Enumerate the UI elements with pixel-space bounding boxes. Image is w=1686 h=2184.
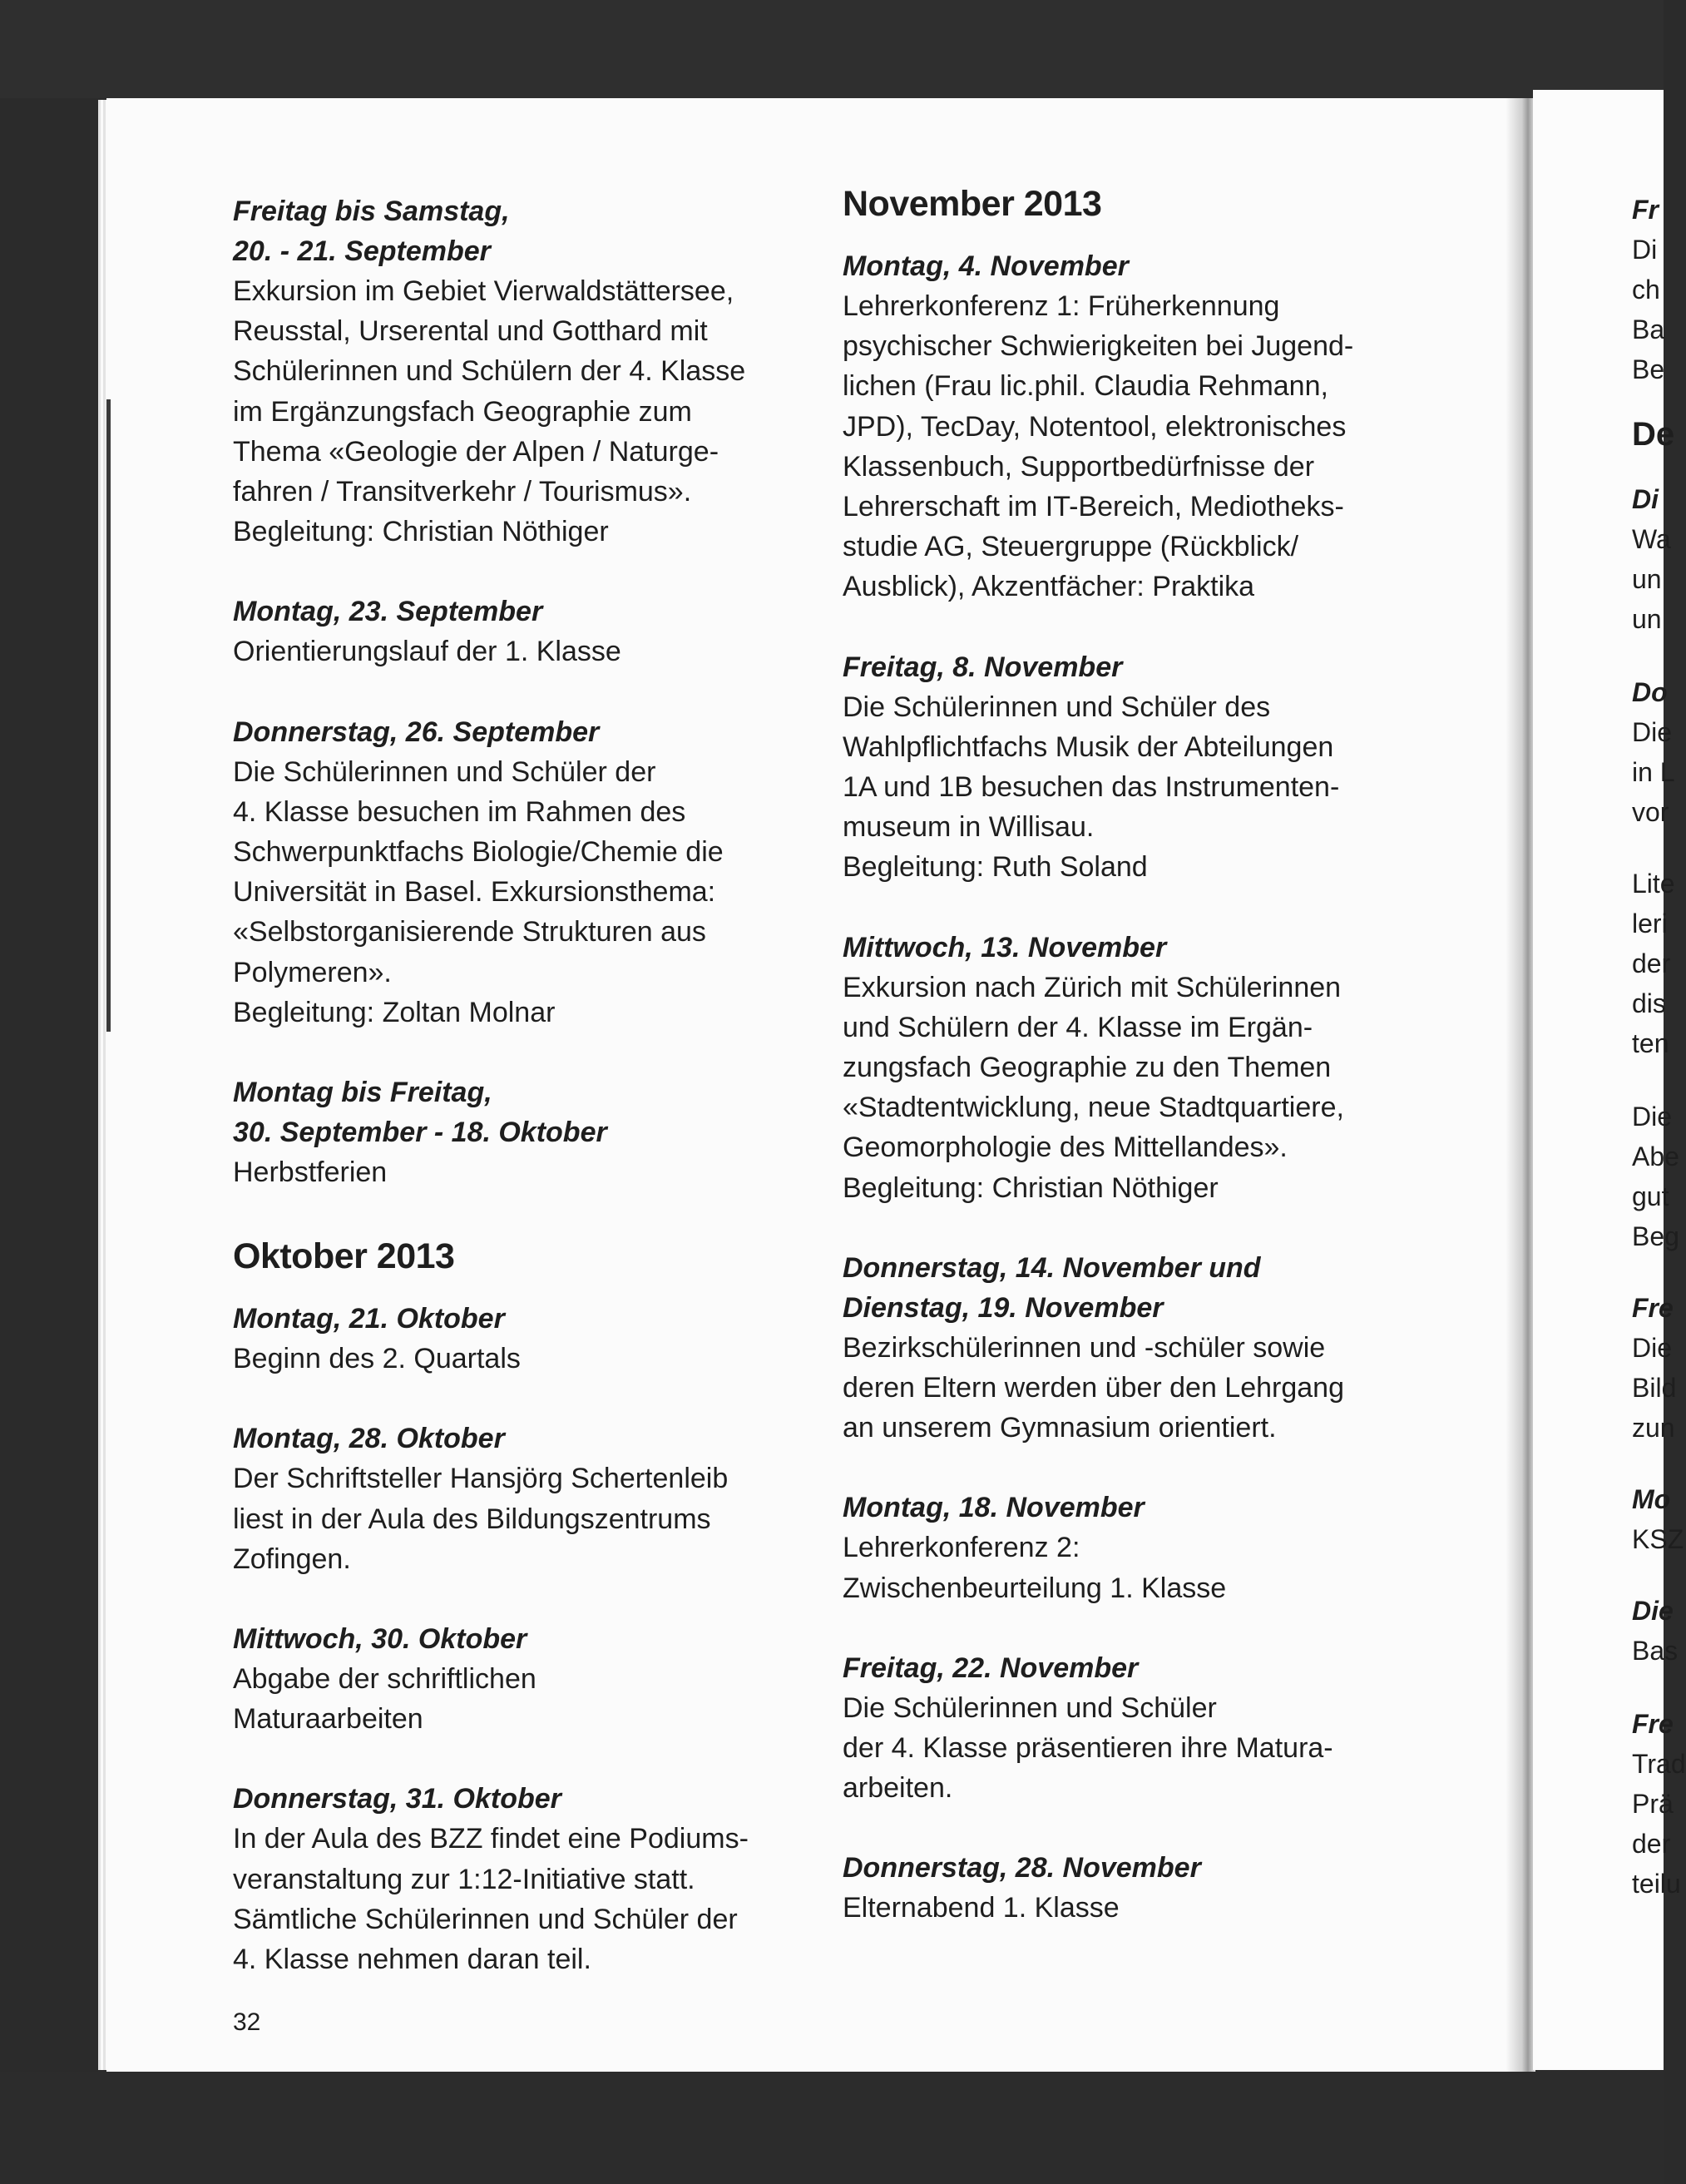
- facing-page-fragment: Die: [1632, 717, 1673, 747]
- entry-text-line: 1A und 1B besuchen das Instrumenten-: [843, 771, 1340, 804]
- entry-text-line: Schwerpunktfachs Biologie/Chemie die: [233, 836, 724, 869]
- entry-date: Mittwoch, 13. November: [843, 931, 1167, 963]
- entry-text-line: Die Schülerinnen und Schüler: [843, 1691, 1217, 1724]
- entry-text-line: Die Schülerinnen und Schüler des: [843, 691, 1271, 723]
- facing-page-fragment: Lite: [1632, 869, 1675, 899]
- entry-text-line: Reusstal, Urserental und Gotthard mit: [233, 315, 708, 348]
- entry-text-line: Orientierungslauf der 1. Klasse: [233, 636, 621, 668]
- entry-text-line: «Selbstorganisierende Strukturen aus: [233, 916, 706, 948]
- entry-text-line: Thema «Geologie der Alpen / Naturge-: [233, 435, 719, 468]
- facing-page-fragment: Trad: [1632, 1749, 1686, 1779]
- entry-date: Donnerstag, 26. September: [233, 716, 600, 748]
- facing-page-fragment: Prä: [1632, 1789, 1674, 1819]
- facing-page-fragment: Bas: [1632, 1636, 1679, 1666]
- entry-text-line: Elternabend 1. Klasse: [843, 1892, 1120, 1924]
- facing-page-fragment: Beg: [1632, 1221, 1679, 1251]
- entry-text-line: psychischer Schwierigkeiten bei Jugend-: [843, 330, 1354, 363]
- entry-text-line: Polymeren».: [233, 956, 392, 988]
- facing-page-fragment: gut: [1632, 1181, 1669, 1211]
- facing-page-fragment: teilu: [1632, 1869, 1681, 1899]
- entry-text-line: 4. Klasse besuchen im Rahmen des: [233, 795, 686, 828]
- page-edge-mark: [106, 399, 111, 1032]
- facing-page-fragment: leri: [1632, 909, 1668, 938]
- entry-text-line: Geomorphologie des Mittellandes».: [843, 1132, 1288, 1164]
- calendar-entry: [233, 1419, 799, 1579]
- entry-text-line: veranstaltung zur 1:12-Initiative statt.: [233, 1863, 695, 1895]
- facing-page-fragment: un: [1632, 564, 1662, 594]
- scan-background-bottom: [0, 2072, 1664, 2184]
- month-title-november: November 2013: [843, 184, 1102, 224]
- facing-page-fragment: Di: [1632, 235, 1658, 265]
- entry-text-line: Der Schriftsteller Hansjörg Schertenleib: [233, 1463, 729, 1495]
- calendar-entry: [843, 1648, 1408, 1809]
- entry-text-line: Maturaarbeiten: [233, 1703, 423, 1736]
- entry-text-line: Exkursion im Gebiet Vierwaldstättersee,: [233, 275, 734, 307]
- entry-text-line: Schülerinnen und Schülern der 4. Klasse: [233, 355, 746, 388]
- entry-text-line: Begleitung: Zoltan Molnar: [233, 996, 556, 1028]
- entry-text-line: Beginn des 2. Quartals: [233, 1343, 521, 1375]
- book-gutter: [1506, 98, 1535, 2072]
- facing-page-fragment: Die: [1632, 1333, 1673, 1363]
- entry-text-line: zungsfach Geographie zu den Themen: [843, 1052, 1332, 1084]
- entry-text-line: Lehrerkonferenz 2:: [843, 1532, 1080, 1564]
- entry-text-line: Zwischenbeurteilung 1. Klasse: [843, 1572, 1227, 1604]
- entry-text-line: JPD), TecDay, Notentool, elektronisches: [843, 410, 1347, 443]
- entry-text-line: studie AG, Steuergruppe (Rückblick/: [843, 531, 1299, 563]
- left-entries: [233, 191, 799, 1192]
- right-column: [843, 180, 1408, 1969]
- facing-page-fragment: Di: [1632, 484, 1659, 514]
- facing-page-fragment: Fr: [1632, 195, 1659, 225]
- entry-text-line: der 4. Klasse präsentieren ihre Matura-: [843, 1732, 1333, 1765]
- facing-page-fragment: Bild: [1632, 1373, 1677, 1403]
- facing-page-fragment: der: [1632, 948, 1671, 978]
- entry-date: Donnerstag, 31. Oktober: [233, 1783, 561, 1815]
- facing-page-fragment: Be: [1632, 354, 1665, 384]
- facing-page-fragment: Ba: [1632, 314, 1665, 344]
- entry-text-line: Bezirkschülerinnen und -schüler sowie: [843, 1331, 1326, 1364]
- facing-page-fragment: Die: [1632, 1102, 1673, 1132]
- entry-date: Dienstag, 19. November: [843, 1291, 1164, 1324]
- calendar-entry: [233, 191, 799, 552]
- calendar-entry: [843, 647, 1408, 888]
- entry-text-line: Die Schülerinnen und Schüler der: [233, 755, 656, 788]
- entry-date: Freitag, 22. November: [843, 1652, 1139, 1684]
- facing-page-fragment: De: [1632, 416, 1675, 453]
- calendar-entry: [233, 592, 799, 671]
- calendar-entry: [843, 928, 1408, 1208]
- facing-page-fragment: Abe: [1632, 1142, 1679, 1171]
- entry-text-line: Klassenbuch, Supportbedürfnisse der: [843, 450, 1315, 483]
- scan-background-top: [0, 0, 1664, 98]
- entry-text-line: Begleitung: Ruth Soland: [843, 851, 1148, 884]
- entry-text-line: Ausblick), Akzentfächer: Praktika: [843, 571, 1255, 603]
- calendar-entry: [843, 1488, 1408, 1607]
- facing-page-fragment: ch: [1632, 275, 1660, 305]
- calendar-entry: [233, 712, 799, 1033]
- november-entries: [843, 246, 1408, 1929]
- entry-text-line: Begleitung: Christian Nöthiger: [843, 1171, 1219, 1204]
- calendar-entry: [843, 246, 1408, 607]
- facing-page-fragment: Wa: [1632, 524, 1671, 554]
- facing-page-fragment: un: [1632, 604, 1662, 634]
- entry-text-line: Lehrerschaft im IT-Bereich, Mediotheks-: [843, 491, 1344, 523]
- facing-page-fragment: Mo: [1632, 1484, 1671, 1514]
- entry-date: Montag, 4. November: [843, 250, 1129, 282]
- page-number: 32: [233, 2008, 261, 2036]
- facing-page-fragment: vor: [1632, 797, 1669, 827]
- entry-date: Montag, 23. September: [233, 596, 543, 628]
- oktober-entries: [233, 1299, 799, 1979]
- entry-date: Freitag bis Samstag,: [233, 196, 510, 227]
- entry-date: 30. September - 18. Oktober: [233, 1117, 607, 1149]
- entry-text-line: Sämtliche Schülerinnen und Schüler der: [233, 1903, 738, 1935]
- entry-text-line: deren Eltern werden über den Lehrgang: [843, 1372, 1344, 1404]
- calendar-entry: [843, 1248, 1408, 1449]
- facing-page-fragment: Do: [1632, 677, 1668, 707]
- entry-date: Montag, 21. Oktober: [233, 1303, 505, 1335]
- calendar-entry: [233, 1072, 799, 1192]
- facing-page-fragment: zun: [1632, 1413, 1675, 1443]
- facing-page-fragment: KSZ: [1632, 1524, 1684, 1554]
- calendar-entry: [233, 1299, 799, 1379]
- month-title-oktober: Oktober 2013: [233, 1236, 455, 1277]
- facing-page-fragment: Die: [1632, 1596, 1674, 1626]
- entry-text-line: 4. Klasse nehmen daran teil.: [233, 1944, 591, 1976]
- entry-date: 20. - 21. September: [233, 235, 491, 267]
- facing-page-fragment: in L: [1632, 757, 1675, 787]
- calendar-entry: [843, 1848, 1408, 1928]
- entry-text-line: und Schülern der 4. Klasse im Ergän-: [843, 1011, 1313, 1043]
- entry-text-line: museum in Willisau.: [843, 811, 1095, 844]
- facing-page-fragment: Fre: [1632, 1293, 1674, 1323]
- entry-text-line: Begleitung: Christian Nöthiger: [233, 516, 609, 548]
- entry-text-line: Universität in Basel. Exkursionsthema:: [233, 876, 716, 909]
- entry-date: Freitag, 8. November: [843, 651, 1123, 683]
- entry-text-line: Wahlpflichtfachs Musik der Abteilungen: [843, 730, 1334, 763]
- entry-text-line: arbeiten.: [843, 1772, 953, 1805]
- left-column: [233, 191, 799, 2019]
- entry-text-line: Zofingen.: [233, 1543, 351, 1575]
- entry-date: Donnerstag, 28. November: [843, 1852, 1201, 1884]
- entry-date: Donnerstag, 14. November und: [843, 1251, 1261, 1284]
- entry-text-line: Abgabe der schriftlichen: [233, 1663, 536, 1696]
- entry-text-line: fahren / Transitverkehr / Tourismus».: [233, 476, 692, 508]
- entry-date: Mittwoch, 30. Oktober: [233, 1623, 527, 1656]
- facing-page-fragment: ten: [1632, 1028, 1669, 1058]
- facing-page-fragment: der: [1632, 1829, 1671, 1859]
- entry-date: Montag bis Freitag,: [233, 1077, 492, 1109]
- entry-text-line: Exkursion nach Zürich mit Schülerinnen: [843, 971, 1342, 1003]
- entry-date: Montag, 18. November: [843, 1492, 1145, 1524]
- calendar-entry: [233, 1779, 799, 1979]
- entry-text-line: im Ergänzungsfach Geographie zum: [233, 395, 692, 428]
- calendar-entry: [233, 1619, 799, 1739]
- entry-text-line: Herbstferien: [233, 1156, 388, 1189]
- entry-text-line: an unserem Gymnasium orientiert.: [843, 1412, 1277, 1444]
- entry-text-line: «Stadtentwicklung, neue Stadtquartiere,: [843, 1092, 1344, 1124]
- entry-text-line: In der Aula des BZZ findet eine Podiums-: [233, 1823, 749, 1855]
- facing-page-fragment: Fre: [1632, 1709, 1674, 1739]
- entry-text-line: Lehrerkonferenz 1: Früherkennung: [843, 290, 1280, 322]
- entry-date: Montag, 28. Oktober: [233, 1423, 505, 1455]
- entry-text-line: lichen (Frau lic.phil. Claudia Rehmann,: [843, 370, 1328, 403]
- entry-text-line: liest in der Aula des Bildungszentrums: [233, 1503, 711, 1535]
- facing-page-fragment: dis: [1632, 988, 1666, 1018]
